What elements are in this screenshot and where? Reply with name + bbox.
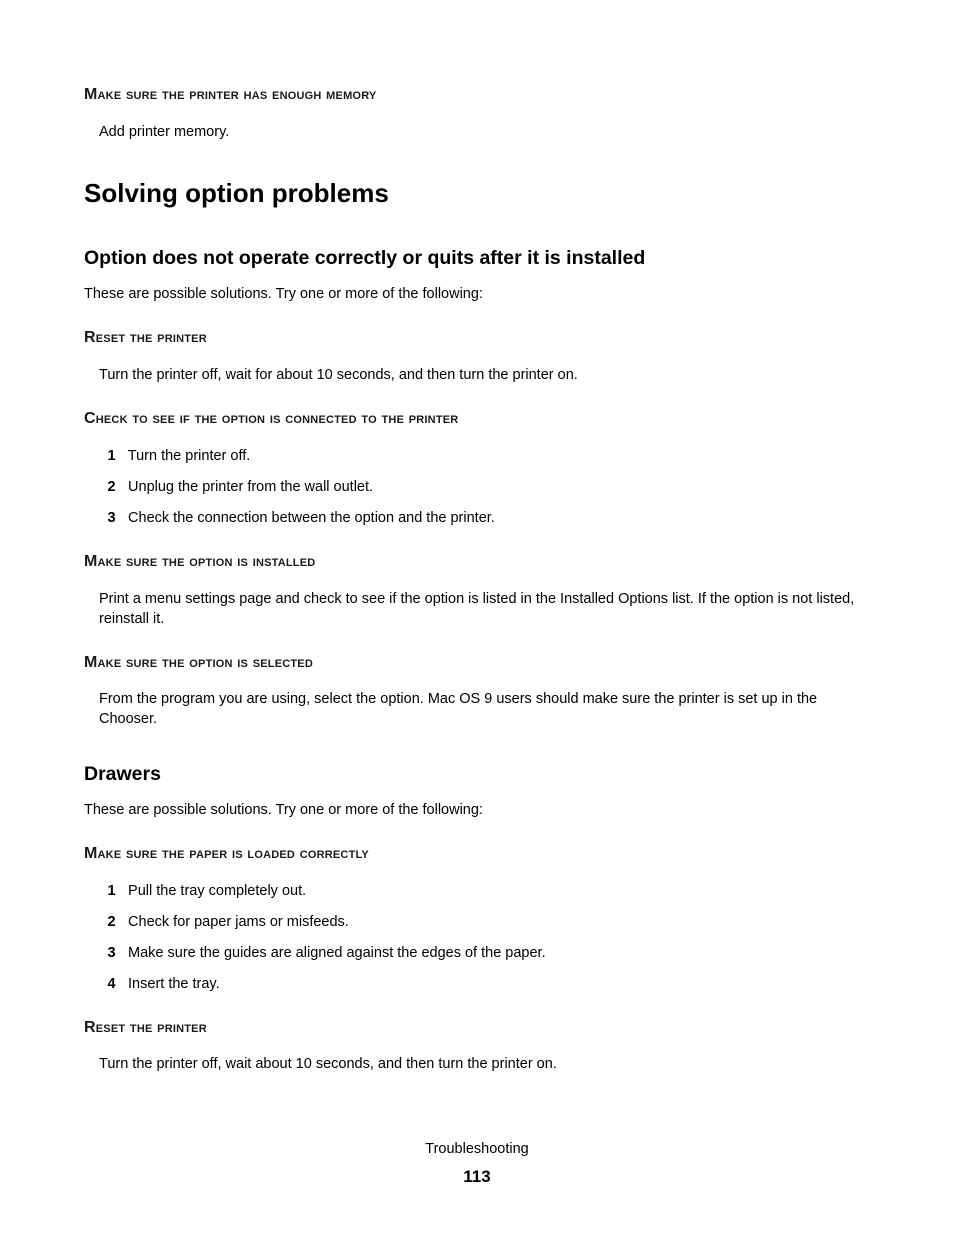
installed-text: Print a menu settings page and check to see if the option is listed in the Installed Options list. If the option is not listed, reinstall it. [99, 591, 855, 627]
list-item [99, 881, 306, 901]
step-text: Turn the printer off. [127, 448, 251, 464]
option-intro: These are possible solutions. Try one or more of the following: [84, 286, 483, 302]
reset-heading: Reset the printer [84, 329, 207, 346]
check-heading: Check to see if the option is connected to the printer [84, 410, 459, 427]
drawers-reset-heading: Reset the printer [84, 1019, 207, 1036]
page-title: Solving option problems [84, 178, 389, 208]
selected-text: From the program you are using, select the option. Mac OS 9 users should make sure the printer is set up in the Chooser. [99, 691, 818, 727]
list-item [99, 508, 495, 528]
option-section-title: Option does not operate correctly or quits after it is installed [84, 247, 646, 269]
installed-heading: Make sure the option is installed [84, 553, 316, 570]
step-number: 1 [107, 883, 116, 899]
list-item [99, 943, 546, 963]
drawers-reset-text: Turn the printer off, wait about 10 seconds, and then turn the printer on. [99, 1056, 557, 1072]
step-number: 3 [107, 510, 116, 526]
step-number: 2 [107, 479, 116, 495]
step-text: Check the connection between the option and the printer. [128, 510, 495, 526]
list-item [99, 974, 220, 994]
step-number: 4 [107, 976, 116, 992]
list-item [99, 477, 373, 497]
step-text: Pull the tray completely out. [128, 883, 307, 899]
footer-section-label: Troubleshooting [425, 1141, 529, 1157]
step-number: 1 [107, 448, 116, 464]
drawers-title: Drawers [84, 763, 161, 785]
step-text: Insert the tray. [128, 976, 220, 992]
memory-text: Add printer memory. [99, 124, 230, 140]
step-number: 2 [107, 914, 116, 930]
paper-heading: Make sure the paper is loaded correctly [84, 845, 369, 862]
reset-text: Turn the printer off, wait for about 10 seconds, and then turn the printer on. [99, 367, 578, 383]
page-number: 113 [463, 1167, 491, 1186]
step-text: Check for paper jams or misfeeds. [128, 914, 349, 930]
step-text: Make sure the guides are aligned against the edges of the paper. [128, 945, 546, 961]
step-number: 3 [107, 945, 116, 961]
list-item [99, 912, 349, 932]
list-item [99, 446, 250, 466]
selected-heading: Make sure the option is selected [84, 654, 313, 671]
memory-heading: Make sure the printer has enough memory [84, 86, 377, 103]
drawers-intro: These are possible solutions. Try one or more of the following: [84, 802, 483, 818]
step-text: Unplug the printer from the wall outlet. [128, 479, 374, 495]
